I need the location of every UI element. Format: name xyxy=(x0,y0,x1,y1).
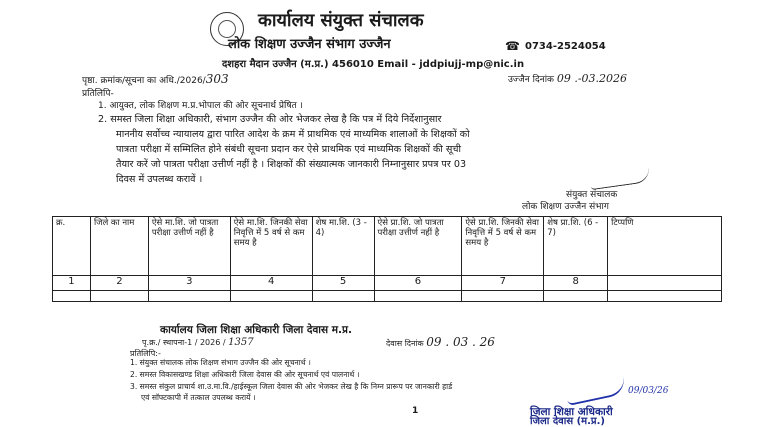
table-header-cell: क्र. xyxy=(53,217,91,276)
paragraph-line-2: पात्रता परीक्षा में सम्मिलित होने संबंधी सूचना प्रदान कर ऐसे प्राथमिक एवं माध्यमिक शिक्षकों की सूची xyxy=(116,144,461,155)
reference-number: 303 xyxy=(205,72,229,86)
district-copy-item-3-cont: एवं सॉफ्टकापी में तत्काल उपलब्ध करायें । xyxy=(141,393,256,402)
table-header-cell: शेष प्रा.शि. (6 - 7) xyxy=(544,217,608,276)
table-number-row xyxy=(53,276,722,291)
table-cell: 4 xyxy=(230,276,312,291)
phone-icon: ☎ xyxy=(505,39,520,53)
table-cell: 3 xyxy=(148,276,230,291)
date-label: उज्जैन दिनांक xyxy=(508,75,554,85)
district-date-value: 09 . 03 . 26 xyxy=(426,335,495,349)
paragraph-line-4: दिवस में उपलब्ध करावें । xyxy=(116,174,203,185)
table-header-cell: ऐसे प्रा.शि. जिनकी सेवा निवृत्ति में 5 वर्ष से कम समय है xyxy=(462,217,544,276)
table-header-cell: ऐसे मा.शि. जो पात्रता परीक्षा उत्तीर्ण नहीं है xyxy=(148,217,230,276)
office-address: दशहरा मैदान उज्जैन (म.प्र.) 456010 Email - jddpiujj-mp@nic.in xyxy=(222,59,525,70)
table-header-cell: ऐसे मा.शि. जिनकी सेवा निवृत्ति में 5 वर्ष से कम समय है xyxy=(230,217,312,276)
table-cell xyxy=(608,276,722,291)
district-sign-date: 09/03/26 xyxy=(628,386,669,396)
copy-label: प्रतिलिपि- xyxy=(82,89,114,99)
district-signatory-subtitle: जिला देवास (म.प्र.) xyxy=(530,416,605,427)
letter-date xyxy=(508,72,627,85)
table-cell: 2 xyxy=(90,276,148,291)
table-cell: 1 xyxy=(53,276,91,291)
office-title: कार्यालय संयुक्त संचालक xyxy=(258,10,424,31)
office-phone: 0734-2524054 xyxy=(525,41,606,52)
table-empty-row xyxy=(53,291,722,302)
copy-item-1: 1. आयुक्त, लोक शिक्षण म.प्र.भोपाल की ओर सूचनार्थ प्रेषित । xyxy=(98,101,303,111)
signatory-title: संयुक्त संचालक xyxy=(566,190,618,200)
table-header-cell: शेष मा.शि. (3 - 4) xyxy=(312,217,374,276)
table-header-cell: जिले का नाम xyxy=(90,217,148,276)
table-cell: 5 xyxy=(312,276,374,291)
table-header-cell: टिप्पणि xyxy=(608,217,722,276)
district-signatory-title: जिला शिक्षा अधिकारी xyxy=(530,406,613,418)
date-value: 09 .-03.2026 xyxy=(556,72,628,85)
table-header-cell: ऐसे प्रा.शि. जो पात्रता परीक्षा उत्तीर्ण नहीं है xyxy=(374,217,462,276)
district-date-label: देवास दिनांक xyxy=(386,339,424,348)
letter-reference xyxy=(82,72,229,86)
district-reference xyxy=(142,337,254,348)
table-cell: 8 xyxy=(544,276,608,291)
table-cell: 7 xyxy=(462,276,544,291)
district-reference-label: पृ.क्र./ स्थापना-1 / 2026 / xyxy=(142,338,226,347)
district-copy-item-1: 1. संयुक्त संचालक लोक शिक्षण संभाग उज्जैन की ओर सूचनार्थ । xyxy=(130,358,311,367)
district-copy-label: प्रतिलिपि:- xyxy=(130,349,161,358)
page-number: 1 xyxy=(412,406,419,416)
paragraph-line-1: माननीय सर्वोच्च न्यायालय द्वारा पारित आदेश के क्रम में प्राथमिक एवं माध्यमिक शालाओं के शिक्षकों को xyxy=(116,129,470,140)
office-subtitle: लोक शिक्षण उज्जैन संभाग उज्जैन xyxy=(228,37,391,52)
paragraph-line-3: तैयार करें जो पात्रता परीक्षा उत्तीर्ण नहीं है । शिक्षकों की संख्यात्मक जानकारी निम्नानुसार प्रपत्र पर 03 xyxy=(116,159,467,170)
table-cell: 6 xyxy=(374,276,462,291)
district-date xyxy=(386,335,495,349)
district-office-title: कार्यालय जिला शिक्षा अधिकारी जिला देवास म.प्र. xyxy=(160,324,352,336)
signatory-subtitle: लोक शिक्षण उज्जैन संभाग xyxy=(522,202,609,212)
reference-label: पृष्ठा. क्रमांक/सूचना का अधि./2026/ xyxy=(82,76,206,86)
district-copy-item-3: 3. समस्त संकुल प्राचार्य शा.उ.मा.वि./हाईस्कूल जिला देवास की ओर भेजकर लेख है कि निम्न प्रारूप पर जानकारी हार्ड xyxy=(130,382,453,391)
district-copy-item-2: 2. समस्त विकासखण्ड शिक्षा अधिकारी जिला देवास की ओर सूचनार्थ एवं पालनार्थ । xyxy=(130,370,360,379)
table-header-row xyxy=(53,217,722,276)
district-signature-scribble xyxy=(565,376,627,406)
district-reference-number: 1357 xyxy=(228,337,254,348)
data-table xyxy=(52,216,722,302)
copy-item-2: 2. समस्त जिला शिक्षा अधिकारी, संभाग उज्जैन की ओर भेजकर लेख है कि पत्र में दिये निर्देशानुसार xyxy=(98,114,442,125)
